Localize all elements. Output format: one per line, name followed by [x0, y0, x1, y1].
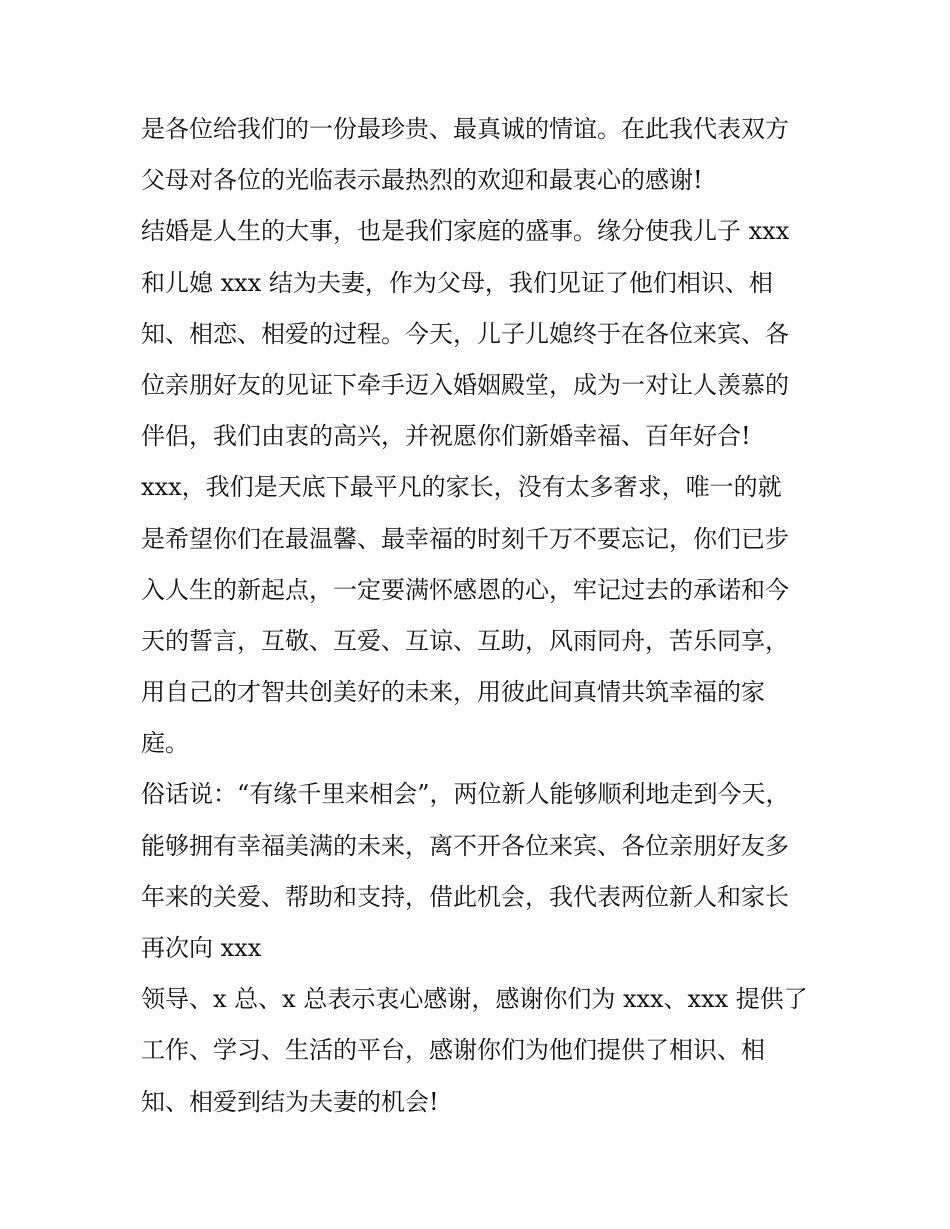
text-line: 位亲朋好友的见证下牵手迈入婚姻殿堂，成为一对让人羡慕的: [141, 370, 789, 399]
text-line: 和儿媳 xxx 结为夫妻，作为父母，我们见证了他们相识、相: [141, 268, 773, 297]
text-line: 领导、x 总、x 总表示衷心感谢，感谢你们为 xxx、xxx 提供了: [141, 985, 808, 1014]
text-line: 知、相爱到结为夫妻的机会!: [141, 1087, 439, 1116]
text-line: 是希望你们在最温馨、最幸福的时刻千万不要忘记，你们已步: [141, 524, 789, 553]
text-line: 入人生的新起点，一定要满怀感恩的心，牢记过去的承诺和今: [141, 575, 789, 604]
text-line: 伴侣，我们由衷的高兴，并祝愿你们新婚幸福、百年好合!: [141, 422, 751, 451]
text-line: 父母对各位的光临表示最热烈的欢迎和最衷心的感谢!: [141, 166, 703, 195]
speech-body: [141, 104, 821, 1128]
text-line: 天的誓言，互敬、互爱、互谅、互助，风雨同舟，苦乐同享，: [141, 626, 789, 655]
text-line: 知、相恋、相爱的过程。今天，儿子儿媳终于在各位来宾、各: [141, 319, 789, 348]
text-line: 能够拥有幸福美满的未来，离不开各位来宾、各位亲朋好友多: [141, 831, 789, 860]
text-line: 用自己的才智共创美好的未来，用彼此间真情共筑幸福的家: [141, 678, 765, 707]
text-line: 庭。: [141, 729, 189, 758]
text-line: 结婚是人生的大事，也是我们家庭的盛事。缘分使我儿子 xxx: [141, 217, 790, 246]
text-line: 是各位给我们的一份最珍贵、最真诚的情谊。在此我代表双方: [141, 115, 789, 143]
text-line: 年来的关爱、帮助和支持，借此机会，我代表两位新人和家长: [141, 882, 789, 911]
text-line: 俗话说：“有缘千里来相会”，两位新人能够顺利地走到今天，: [141, 780, 790, 809]
text-line: 工作、学习、生活的平台，感谢你们为他们提供了相识、相: [141, 1036, 765, 1065]
text-line: 再次向 xxx: [141, 934, 262, 962]
text-line: xxx，我们是天底下最平凡的家长，没有太多奢求，唯一的就: [141, 473, 782, 502]
